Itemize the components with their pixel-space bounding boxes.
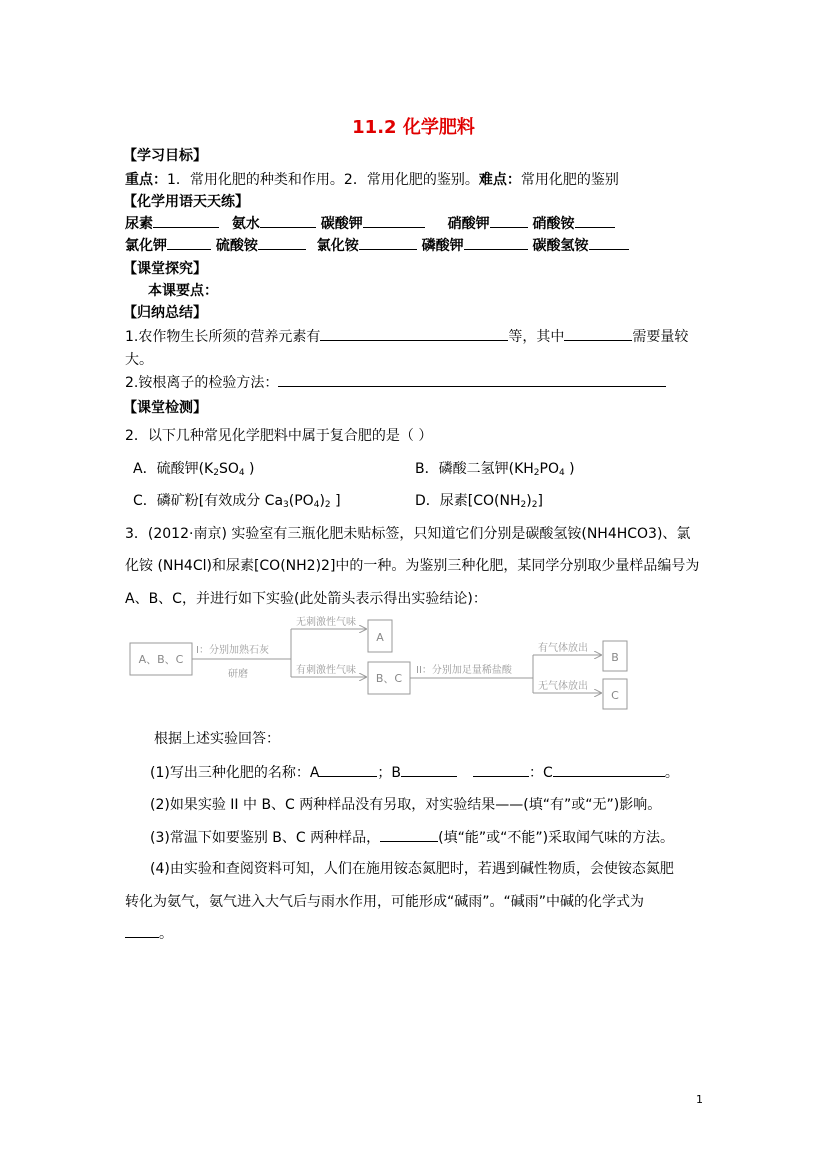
fill-blank[interactable]	[278, 372, 666, 387]
q2-stem: 2．以下几种常见化学肥料中属于复合肥的是（ ）	[125, 428, 433, 444]
q3-sub-2	[150, 794, 661, 814]
subscript: 4	[558, 468, 565, 478]
term: 尿素	[125, 216, 153, 232]
fill-blank[interactable]	[473, 762, 529, 777]
fill-blank[interactable]	[564, 326, 632, 341]
fill-blank[interactable]	[589, 235, 629, 250]
difficulty-label: 难点：	[478, 172, 521, 188]
sub1-text: ；B	[377, 765, 402, 781]
sub2-fill[interactable]: ——	[495, 797, 524, 813]
summary-q1-text: 需要量较	[632, 329, 689, 345]
smell-label: 有刺激性气味	[296, 665, 356, 676]
sub1-text: 。	[664, 765, 679, 781]
summary-q1-text: 1.农作物生长所须的营养元素有	[125, 329, 321, 345]
q2-option-c[interactable]	[133, 490, 341, 510]
fill-blank[interactable]	[319, 762, 377, 777]
q3-line-1: 3．(2012·南京) 实验室有三瓶化肥未贴标签，只知道它们分别是碳酸氢铵(NH4HCO3)、氯	[125, 526, 691, 542]
step1b-label: 研磨	[228, 669, 248, 680]
option-text: ]	[537, 493, 543, 509]
focus-text: 1．常用化肥的种类和作用。2．常用化肥的鉴别。	[167, 172, 479, 188]
fill-blank[interactable]	[260, 213, 316, 228]
no-smell-label: 无刺激性气味	[296, 617, 356, 628]
section-test: 【课堂检测】	[123, 400, 207, 416]
subscript: 2	[213, 468, 219, 478]
focus-line	[125, 169, 619, 189]
subscript: 4	[313, 500, 320, 510]
sub2-text: (填“有”或“无”)影响。	[523, 797, 662, 813]
term: 磷酸钾	[421, 238, 464, 254]
fill-blank[interactable]	[380, 827, 438, 842]
option-text: A．硫酸钾(K	[133, 461, 214, 477]
sub3-text: (填“能”或“不能”)采取闻气味的方法。	[438, 830, 675, 846]
option-text: D．尿素[CO(NH	[415, 493, 521, 509]
subscript: 4	[238, 468, 245, 478]
option-text: )	[526, 493, 532, 509]
subscript: 2	[324, 500, 331, 510]
summary-q1-text: 等，其中	[508, 329, 565, 345]
page-number: 1	[696, 1093, 703, 1106]
sub2-text: (2)如果实验 II 中 B、C 两种样品没有另取，对实验结果	[150, 797, 496, 813]
option-text: )	[244, 461, 255, 477]
term: 氯化钾	[125, 238, 167, 254]
step2-label: II：分别加足量稀盐酸	[416, 665, 512, 676]
sub4-text: 。	[159, 926, 173, 942]
box-bc-label: B、C	[375, 672, 403, 685]
option-text: SO	[218, 461, 239, 477]
option-text: (PO	[288, 493, 314, 509]
fill-blank[interactable]	[125, 923, 159, 938]
section-summary: 【归纳总结】	[123, 305, 207, 321]
gas-label: 有气体放出	[538, 643, 588, 654]
term: 硝酸钾	[447, 216, 490, 232]
term: 氨水	[231, 216, 260, 232]
start-label: A、B、C	[138, 653, 184, 666]
summary-q1-cont: 大。	[125, 352, 153, 368]
subscript: 2	[520, 500, 527, 510]
experiment-diagram	[128, 615, 633, 715]
fill-blank[interactable]	[464, 235, 528, 250]
term: 碳酸钾	[320, 216, 363, 232]
subscript: 2	[531, 500, 538, 510]
term: 硫酸铵	[215, 238, 258, 254]
fill-blank[interactable]	[167, 235, 211, 250]
q3-sub-4-line-3	[125, 923, 173, 943]
term: 碳酸氢铵	[532, 238, 589, 254]
section-goals: 【学习目标】	[123, 148, 207, 164]
q3-sub-1	[150, 762, 679, 782]
q3-line-2: 化铵 (NH4Cl)和尿素[CO(NH2)2]中的一种。为鉴别三种化肥，某同学分别取少量样品编号为	[125, 558, 700, 574]
sub1-text: (1)写出三种化肥的名称：A	[150, 765, 320, 781]
option-text: PO	[539, 461, 559, 477]
answer-intro: 根据上述实验回答：	[154, 731, 280, 747]
key-points: 本课要点：	[148, 283, 218, 299]
summary-q1	[125, 326, 688, 346]
q2-option-d[interactable]	[415, 490, 543, 510]
fill-blank[interactable]	[359, 235, 417, 250]
q3-sub-4-line-1: (4)由实验和查阅资料可知，人们在施用铵态氮肥时，若遇到碱性物质，会使铵态氮肥	[150, 861, 674, 877]
sub1-text: ：C	[529, 765, 553, 781]
fill-blank[interactable]	[575, 213, 615, 228]
subscript: 3	[283, 500, 289, 510]
q2-option-b[interactable]	[415, 458, 575, 478]
fill-blank[interactable]	[490, 213, 528, 228]
q2-option-a[interactable]	[133, 458, 255, 478]
box-b-label: B	[611, 651, 619, 664]
option-text: )	[319, 493, 325, 509]
summary-q2-text: 2.铵根离子的检验方法：	[125, 375, 279, 391]
fill-blank[interactable]	[363, 213, 425, 228]
q3-line-3: A、B、C，并进行如下实验(此处箭头表示得出实验结论)：	[125, 591, 487, 607]
sub3-text: (3)常温下如要鉴别 B、C 两种样品，	[150, 830, 381, 846]
term: 硝酸铵	[532, 216, 575, 232]
box-c-label: C	[611, 689, 619, 702]
fill-blank[interactable]	[401, 762, 457, 777]
option-text: B．磷酸二氢钾(KH	[415, 461, 534, 477]
fill-blank[interactable]	[320, 326, 508, 341]
page-title: 11.2 化学肥料	[352, 117, 475, 138]
terms-row-2	[125, 235, 629, 255]
section-explore: 【课堂探究】	[123, 261, 207, 277]
focus-label: 重点：	[125, 172, 167, 188]
no-gas-label: 无气体放出	[538, 681, 588, 692]
box-a-label: A	[376, 631, 384, 644]
section-terms: 【化学用语天天练】	[123, 194, 249, 210]
option-text: C．磷矿粉[有效成分 Ca	[133, 493, 284, 509]
q3-sub-3	[150, 827, 674, 847]
step1-label: I：分别加熟石灰	[196, 645, 269, 656]
fill-blank[interactable]	[553, 762, 665, 777]
summary-q2	[125, 372, 666, 392]
option-text: )	[564, 461, 575, 477]
subscript: 2	[533, 468, 540, 478]
fill-blank[interactable]	[258, 235, 306, 250]
term: 氯化铵	[316, 238, 359, 254]
terms-row-1	[125, 213, 615, 233]
q3-sub-4-line-2: 转化为氨气，氨气进入大气后与雨水作用，可能形成“碱雨”。“碱雨”中碱的化学式为	[125, 894, 645, 910]
fill-blank[interactable]	[153, 213, 219, 228]
difficulty-text: 常用化肥的鉴别	[520, 172, 619, 188]
option-text: ]	[330, 493, 341, 509]
